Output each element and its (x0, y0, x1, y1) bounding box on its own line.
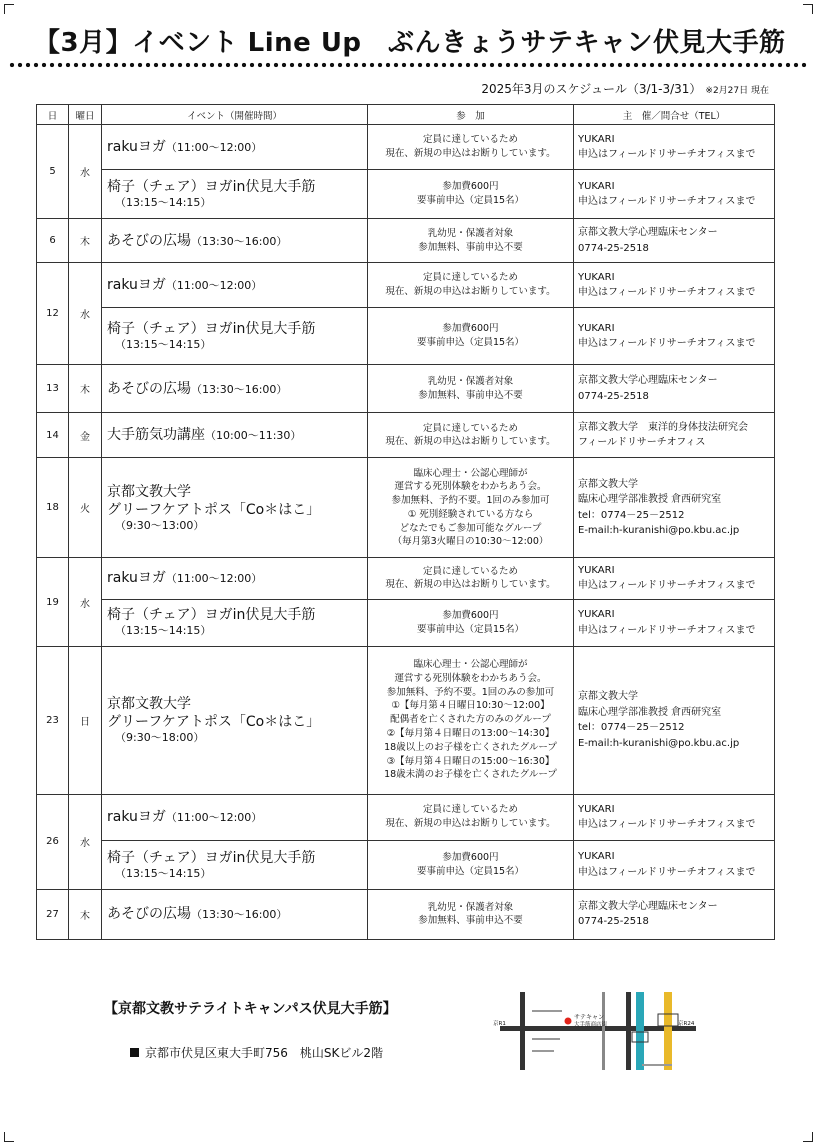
participation-cell (368, 458, 574, 558)
event-title: 椅子（チェア）ヨガin伏見大手筋 (107, 178, 316, 195)
weekday-cell: 水 (69, 794, 102, 889)
event-cell (102, 458, 368, 558)
organizer-cell (574, 646, 775, 794)
join-line: 参加費600円 (442, 852, 499, 864)
join-line: 参加無料、予約不要。1回のみの参加可 (386, 686, 555, 698)
organizer-cell (574, 125, 775, 170)
org-line: E-mail:h-kuranishi@po.kbu.ac.jp (578, 737, 740, 749)
event-title: rakuヨガ (107, 809, 166, 826)
minor-street (642, 1064, 672, 1066)
org-line: 京都文教大学 (578, 691, 638, 703)
event-cell (102, 599, 368, 646)
join-line: ②【毎月第４日曜日の13:00〜14:30】 (386, 728, 555, 740)
table-row (37, 308, 775, 365)
crop-mark-bottom-left (4, 1132, 14, 1142)
table-row (37, 646, 775, 794)
join-line: （毎月第3火曜日の10:30〜12:00） (392, 536, 549, 548)
weekday-cell: 日 (69, 646, 102, 794)
road-left-label: 京R1 (493, 1021, 506, 1027)
day-cell: 23 (37, 646, 69, 794)
organizer-cell (574, 219, 775, 263)
minor-street (532, 1038, 560, 1040)
join-line: 18歳未満のお子様を亡くされたグループ (384, 769, 557, 781)
road-right-label: 京R24 (678, 1021, 695, 1027)
crop-mark-top-right (803, 4, 813, 14)
day-cell: 13 (37, 365, 69, 413)
campus-address (130, 1044, 383, 1061)
schedule-label: 2025年3月のスケジュール（3/1-3/31） (481, 82, 702, 96)
join-line: 18歳以上のお子様を亡くされたグループ (384, 741, 557, 753)
participation-cell (368, 794, 574, 840)
org-line: YUKARI (578, 133, 615, 145)
org-line: 京都文教大学心理臨床センター (578, 227, 718, 239)
org-line: 申込はフィールドリサーチオフィスまで (578, 338, 756, 350)
event-title: rakuヨガ (107, 277, 166, 294)
weekday-cell: 水 (69, 558, 102, 646)
schedule-note: ※2月27日 現在 (705, 86, 769, 96)
participation-cell (368, 125, 574, 170)
event-time: （10:00〜11:30） (205, 429, 302, 443)
participation-cell (368, 413, 574, 458)
campus-name: 【京都文教サテライトキャンパス伏見大手筋】 (104, 1001, 397, 1017)
keihan-line (636, 992, 644, 1070)
organizer-cell (574, 794, 775, 840)
participation-cell (368, 219, 574, 263)
participation-cell (368, 170, 574, 219)
join-line: 定員に達しているため (422, 804, 518, 816)
side-street-west (520, 992, 525, 1070)
join-line: ①【毎月第４日曜日10:30〜12:00】 (391, 700, 550, 712)
event-title: 椅子（チェア）ヨガin伏見大手筋 (107, 320, 316, 337)
org-line: 臨床心理学部准教授 倉西研究室 (578, 706, 722, 718)
event-title: rakuヨガ (107, 138, 166, 155)
join-line: 乳幼児・保護者対象 (427, 227, 514, 239)
day-cell: 26 (37, 794, 69, 889)
join-line: 運営する死別体験をわかちあう会。 (394, 672, 547, 684)
day-cell: 5 (37, 125, 69, 219)
org-line: 臨床心理学部准教授 倉西研究室 (578, 494, 722, 506)
join-line: どなたでもご参加可能なグループ (399, 522, 542, 534)
participation-cell (368, 263, 574, 308)
join-line: 現在、新規の申込はお断りしています。 (385, 579, 556, 591)
side-street-east (626, 992, 631, 1070)
event-time: （9:30〜18:00） (115, 731, 205, 745)
weekday-cell: 木 (69, 219, 102, 263)
join-line: 参加無料、事前申込不要 (418, 241, 523, 253)
organizer-cell (574, 413, 775, 458)
join-line: 臨床心理士・公認心理師が (413, 467, 528, 479)
join-line: 参加無料、事前申込不要 (418, 915, 523, 927)
header-participation: 参 加 (368, 105, 574, 125)
organizer-cell (574, 458, 775, 558)
event-cell (102, 219, 368, 263)
table-row (37, 599, 775, 646)
join-line: 定員に達しているため (422, 134, 518, 146)
table-row (37, 219, 775, 263)
day-cell: 14 (37, 413, 69, 458)
event-schedule-table (36, 104, 775, 940)
event-cell (102, 558, 368, 599)
event-title: あそびの広場 (107, 232, 191, 249)
event-time: （13:15〜14:15） (115, 624, 212, 638)
organizer-cell (574, 263, 775, 308)
join-line: 要事前申込（定員15名） (416, 865, 525, 877)
table-row (37, 840, 775, 889)
event-cell (102, 840, 368, 889)
event-cell (102, 365, 368, 413)
join-line: 現在、新規の申込はお断りしています。 (385, 286, 556, 298)
event-time: （13:30〜16:00） (191, 382, 288, 396)
org-line: YUKARI (578, 271, 615, 283)
table-header-row (37, 105, 775, 125)
organizer-cell (574, 840, 775, 889)
org-line: 申込はフィールドリサーチオフィスまで (578, 624, 756, 636)
satecan-label: サテキャン (574, 1014, 605, 1021)
org-line: YUKARI (578, 564, 615, 576)
event-cell (102, 889, 368, 939)
day-cell: 19 (37, 558, 69, 646)
participation-cell (368, 365, 574, 413)
org-line: 京都文教大学 東洋的身体技法研究会 (578, 421, 748, 433)
schedule-period (481, 80, 769, 97)
event-time: （11:00〜12:00） (165, 811, 263, 825)
crop-mark-bottom-right (803, 1132, 813, 1142)
org-line: tel：0774－25－2512 (578, 722, 685, 734)
join-line: 要事前申込（定員15名） (416, 623, 525, 635)
event-title: 大手筋気功講座 (107, 427, 205, 444)
org-line: E-mail:h-kuranishi@po.kbu.ac.jp (578, 525, 740, 537)
org-line: 申込はフィールドリサーチオフィスまで (578, 866, 756, 878)
org-line: YUKARI (578, 322, 615, 334)
organizer-cell (574, 889, 775, 939)
participation-cell (368, 558, 574, 599)
event-time: （13:15〜14:15） (115, 338, 212, 352)
event-title: あそびの広場 (107, 906, 191, 923)
join-line: 乳幼児・保護者対象 (427, 901, 514, 913)
join-line: 現在、新規の申込はお断りしています。 (385, 818, 556, 830)
weekday-cell: 金 (69, 413, 102, 458)
event-time: （11:00〜12:00） (165, 572, 263, 586)
weekday-cell: 水 (69, 125, 102, 219)
side-street-mid (602, 992, 605, 1070)
organizer-cell (574, 599, 775, 646)
address-text: 京都市伏見区東大手町756 桃山SKビル2階 (145, 1046, 384, 1060)
org-line: 申込はフィールドリサーチオフィスまで (578, 196, 756, 208)
event-title: 椅子（チェア）ヨガin伏見大手筋 (107, 607, 316, 624)
table-row (37, 125, 775, 170)
join-line: 定員に達しているため (422, 422, 518, 434)
participation-cell (368, 599, 574, 646)
join-line: 現在、新規の申込はお断りしています。 (385, 148, 556, 160)
org-line: 京都文教大学心理臨床センター (578, 375, 718, 387)
event-cell (102, 413, 368, 458)
table-row (37, 413, 775, 458)
org-line: 0774-25-2518 (578, 242, 649, 254)
join-line: 参加費600円 (442, 609, 499, 621)
page-title: 【3月】イベント Line Up ぶんきょうサテキャン伏見大手筋 (34, 28, 786, 58)
event-title-2: グリーフケアトポス「Co＊はこ」 (107, 713, 321, 730)
join-line: 運営する死別体験をわかちあう会。 (394, 481, 547, 493)
dotted-divider (8, 62, 808, 68)
header-day: 日 (37, 105, 69, 125)
table-row (37, 458, 775, 558)
join-line: 要事前申込（定員15名） (416, 337, 525, 349)
event-cell (102, 125, 368, 170)
org-line: tel：0774－25－2512 (578, 509, 685, 521)
event-title: rakuヨガ (107, 570, 166, 587)
join-line: 参加費600円 (442, 181, 499, 193)
org-line: 京都文教大学心理臨床センター (578, 900, 718, 912)
org-line: YUKARI (578, 609, 615, 621)
header-weekday: 曜日 (69, 105, 102, 125)
join-line: 要事前申込（定員15名） (416, 195, 525, 207)
event-time: （11:00〜12:00） (165, 279, 263, 293)
event-title-2: グリーフケアトポス「Co＊はこ」 (107, 501, 321, 518)
day-cell: 6 (37, 219, 69, 263)
participation-cell (368, 308, 574, 365)
org-line: 申込はフィールドリサーチオフィスまで (578, 149, 756, 161)
join-line: 参加費600円 (442, 323, 499, 335)
access-map (492, 986, 700, 1072)
weekday-cell: 木 (69, 889, 102, 939)
join-line: 臨床心理士・公認心理師が (413, 659, 528, 671)
table-row (37, 365, 775, 413)
event-title: 京都文教大学 (107, 483, 191, 500)
join-line: 定員に達しているため (422, 565, 518, 577)
organizer-cell (574, 558, 775, 599)
event-time: （13:15〜14:15） (115, 196, 212, 210)
kintetsu-line (664, 992, 672, 1070)
table-row (37, 889, 775, 939)
organizer-cell (574, 170, 775, 219)
square-bullet-icon (130, 1048, 139, 1057)
street-label: 大手筋商店街 (574, 1022, 608, 1028)
weekday-cell: 水 (69, 263, 102, 365)
org-line: 申込はフィールドリサーチオフィスまで (578, 287, 756, 299)
event-time: （11:00〜12:00） (165, 140, 263, 154)
join-line: 配偶者を亡くされた方のみのグループ (390, 714, 551, 726)
weekday-cell: 木 (69, 365, 102, 413)
event-title: 椅子（チェア）ヨガin伏見大手筋 (107, 849, 316, 866)
table-row (37, 794, 775, 840)
crop-mark-top-left (4, 4, 14, 14)
event-time: （13:30〜16:00） (191, 908, 288, 922)
join-line: ① 死別経験されている方なら (407, 508, 534, 520)
org-line: 0774-25-2518 (578, 390, 649, 402)
join-line: 乳幼児・保護者対象 (427, 376, 514, 387)
event-title: あそびの広場 (107, 380, 191, 397)
table-row (37, 170, 775, 219)
minor-street (532, 1050, 554, 1052)
event-time: （9:30〜13:00） (115, 518, 205, 532)
event-cell (102, 170, 368, 219)
minor-street (532, 1010, 562, 1012)
organizer-cell (574, 365, 775, 413)
header-organizer: 主 催／問合せ（TEL） (574, 105, 775, 125)
join-line: 現在、新規の申込はお断りしています。 (385, 436, 556, 448)
event-cell (102, 646, 368, 794)
join-line: 参加無料、予約不要。1回のみ参加可 (391, 495, 550, 507)
org-line: 申込はフィールドリサーチオフィスまで (578, 580, 756, 592)
organizer-cell (574, 308, 775, 365)
event-time: （13:15〜14:15） (115, 866, 212, 880)
org-line: 0774-25-2518 (578, 916, 649, 928)
event-cell (102, 794, 368, 840)
participation-cell (368, 840, 574, 889)
org-line: 申込はフィールドリサーチオフィスまで (578, 819, 756, 831)
satecan-marker-icon (565, 1018, 572, 1025)
table-row (37, 263, 775, 308)
join-line: ③【毎月第４日曜日の15:00〜16:30】 (386, 755, 555, 767)
org-line: 京都文教大学 (578, 478, 638, 490)
participation-cell (368, 646, 574, 794)
org-line: YUKARI (578, 851, 615, 863)
event-cell (102, 263, 368, 308)
join-line: 参加無料、事前申込不要 (418, 389, 523, 401)
header-event: イベント（開催時間） (102, 105, 368, 125)
day-cell: 12 (37, 263, 69, 365)
join-line: 定員に達しているため (422, 272, 518, 284)
table-row (37, 558, 775, 599)
event-title: 京都文教大学 (107, 695, 191, 712)
event-cell (102, 308, 368, 365)
participation-cell (368, 889, 574, 939)
day-cell: 27 (37, 889, 69, 939)
org-line: YUKARI (578, 803, 615, 815)
org-line: フィールドリサーチオフィス (578, 437, 706, 449)
weekday-cell: 火 (69, 458, 102, 558)
event-time: （13:30〜16:00） (191, 234, 288, 248)
org-line: YUKARI (578, 180, 615, 192)
day-cell: 18 (37, 458, 69, 558)
